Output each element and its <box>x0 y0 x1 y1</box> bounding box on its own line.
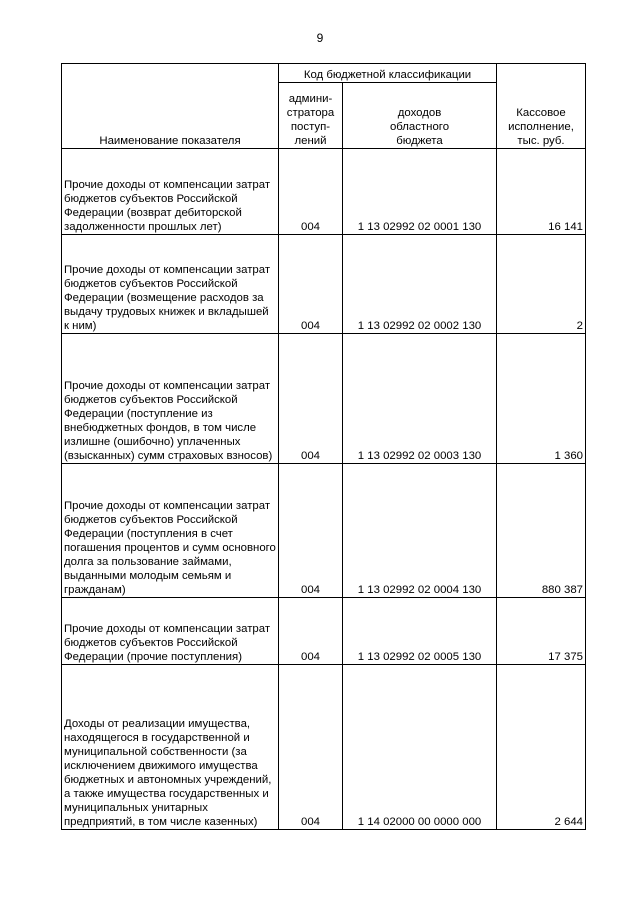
row-admin-code: 004 <box>279 598 343 665</box>
row-name: Прочие доходы от компенсации затрат бюджетов субъектов Российской Федерации (прочие поступления) <box>62 598 279 665</box>
table-row <box>62 665 586 830</box>
row-admin-code: 004 <box>279 665 343 830</box>
row-admin-code: 004 <box>279 235 343 334</box>
table-row <box>62 334 586 464</box>
row-admin-code: 004 <box>279 464 343 598</box>
row-income-code: 1 14 02000 00 0000 000 <box>343 665 497 830</box>
table-row <box>62 598 586 665</box>
page-number: 9 <box>316 31 324 45</box>
row-name: Прочие доходы от компенсации затрат бюджетов субъектов Российской Федерации (возврат дебиторской задолженности прошлых лет) <box>62 149 279 235</box>
header-name: Наименование показателя <box>62 64 279 149</box>
table-row <box>62 235 586 334</box>
row-income-code: 1 13 02992 02 0004 130 <box>343 464 497 598</box>
table-row <box>62 464 586 598</box>
table-header <box>62 64 586 149</box>
row-amount: 2 <box>497 235 586 334</box>
table-body <box>62 149 586 830</box>
header-income: доходов областного бюджета <box>343 83 497 149</box>
row-amount: 17 375 <box>497 598 586 665</box>
header-row-1 <box>62 64 586 83</box>
row-name: Прочие доходы от компенсации затрат бюджетов субъектов Российской Федерации (поступление из внебюджетных фондов, в том числе излишне (ошибочно) уплаченных (взысканных) сумм страховых взносов) <box>62 334 279 464</box>
row-name: Доходы от реализации имущества, находящегося в государственной и муниципальной собственности (за исключением движимого имущества бюджетных и автономных учреждений, а также имущества государственных и муниципальных унитарных предприятий, в том числе казенных) <box>62 665 279 830</box>
row-amount: 2 644 <box>497 665 586 830</box>
header-execution: Кассовое исполнение, тыс. руб. <box>497 64 586 149</box>
row-name: Прочие доходы от компенсации затрат бюджетов субъектов Российской Федерации (возмещение расходов за выдачу трудовых книжек и вкладышей к ним) <box>62 235 279 334</box>
row-amount: 16 141 <box>497 149 586 235</box>
row-name: Прочие доходы от компенсации затрат бюджетов субъектов Российской Федерации (поступления в счет погашения процентов и сумм основного долга за пользование займами, выданными молодым семьям и гражданам) <box>62 464 279 598</box>
row-admin-code: 004 <box>279 149 343 235</box>
row-income-code: 1 13 02992 02 0005 130 <box>343 598 497 665</box>
budget-table <box>61 63 586 830</box>
row-income-code: 1 13 02992 02 0002 130 <box>343 235 497 334</box>
header-code-group: Код бюджетной классификации <box>279 64 497 83</box>
row-income-code: 1 13 02992 02 0003 130 <box>343 334 497 464</box>
row-amount: 880 387 <box>497 464 586 598</box>
row-income-code: 1 13 02992 02 0001 130 <box>343 149 497 235</box>
row-amount: 1 360 <box>497 334 586 464</box>
table-row <box>62 149 586 235</box>
header-admin: админи- стратора поступ- лений <box>279 83 343 149</box>
row-admin-code: 004 <box>279 334 343 464</box>
